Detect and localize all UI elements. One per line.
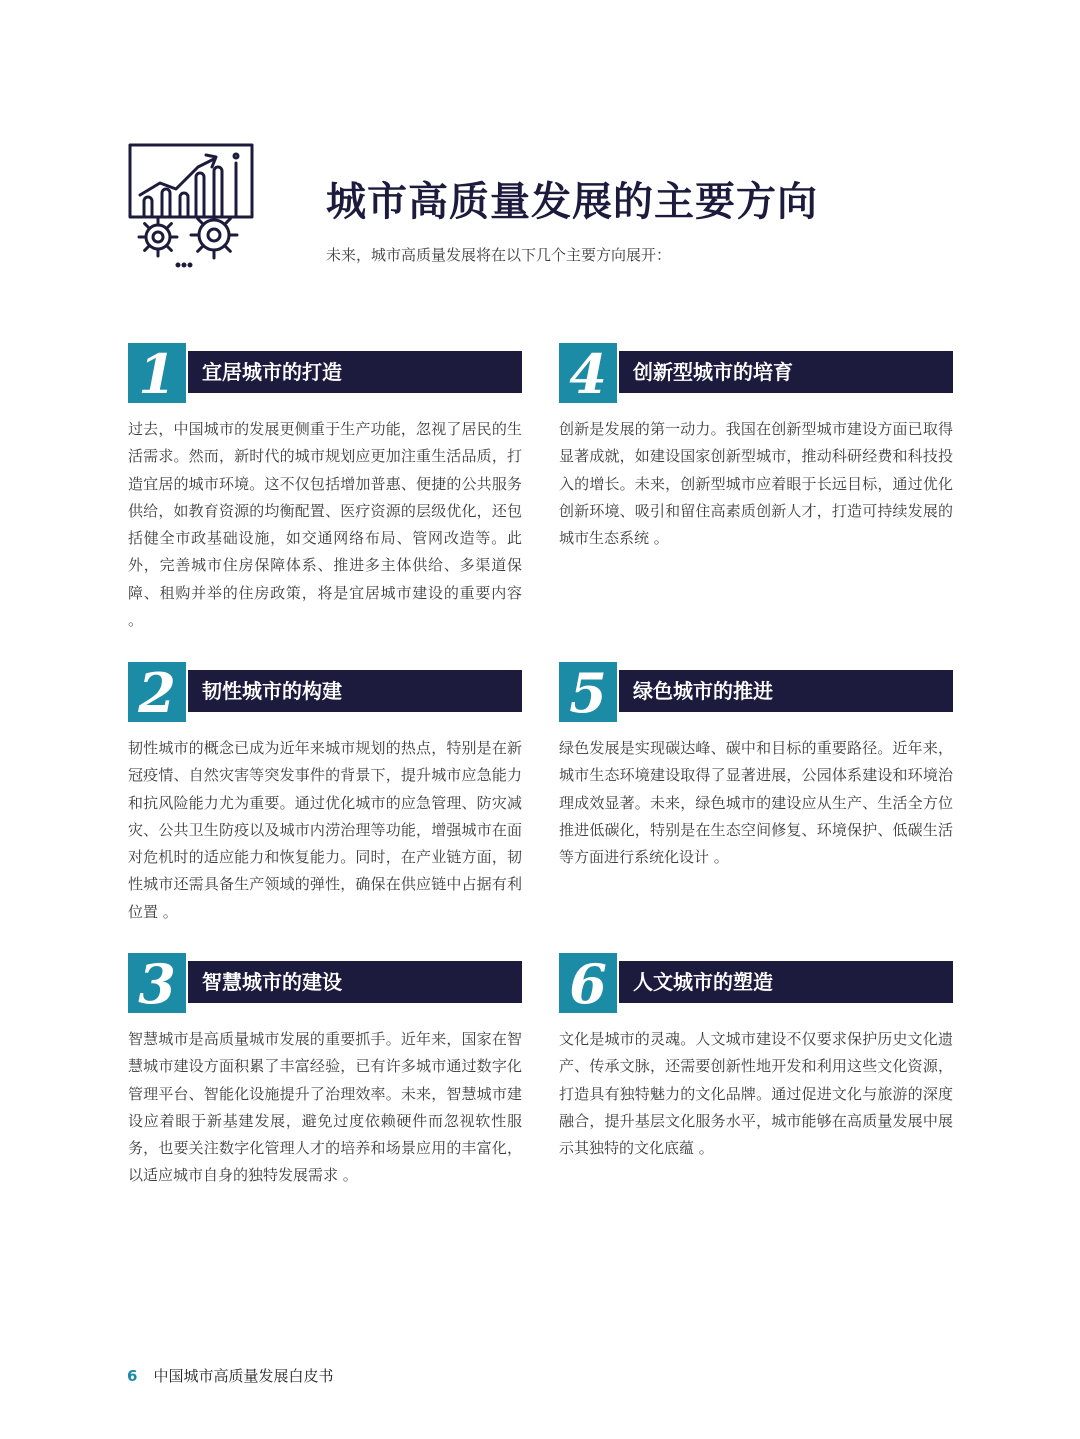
section-title: 智慧城市的建设 <box>202 970 342 994</box>
section-number: 4 <box>559 343 617 403</box>
section-body: 文化是城市的灵魂。人文城市建设不仅要求保护历史文化遗产、传承文脉，还需要创新性地开发和利用这些文化资源，打造具有独特魅力的文化品牌。通过促进文化与旅游的深度融合，提升基层文化服务水平，城市能够在高质量发展中展示其独特的文化底蕴 。 <box>559 1030 953 1158</box>
section-number: 2 <box>128 662 186 722</box>
section-body: 韧性城市的概念已成为近年来城市规划的热点，特别是在新冠疫情、自然灾害等突发事件的背景下，提升城市应急能力和抗风险能力尤为重要。通过优化城市的应急管理、防灾减灾、公共卫生防疫以及城市内涝治理等功能，增强城市在面对危机时的适应能力和恢复能力。同时，在产业链方面，韧性城市还需具备生产领域的弹性，确保在供应链中占据有利位置 。 <box>128 739 522 921</box>
section-body: 智慧城市是高质量城市发展的重要抓手。近年来，国家在智慧城市建设方面积累了丰富经验，已有许多城市通过数字化管理平台、智能化设施提升了治理效率。未来，智慧城市建设应着眼于新基建发展，避免过度依赖硬件而忽视软性服务，也要关注数字化管理人才的培养和场景应用的丰富化，以适应城市自身的独特发展需求 。 <box>128 1030 522 1185</box>
section-cultural-city <box>559 953 953 1162</box>
section-innovative-city <box>559 343 953 552</box>
section-header <box>559 952 953 1016</box>
section-number: 1 <box>128 343 186 403</box>
section-header <box>559 342 953 406</box>
section-title-bar <box>186 670 522 712</box>
page-number: 6 <box>127 1367 138 1385</box>
section-body: 创新是发展的第一动力。我国在创新型城市建设方面已取得显著成就，如建设国家创新型城市，推动科研经费和科技投入的增长。未来，创新型城市应着眼于长远目标，通过优化创新环境、吸引和留住高素质创新人才，打造可持续发展的城市生态系统 。 <box>559 420 953 548</box>
section-title: 宜居城市的打造 <box>202 360 342 384</box>
section-title: 人文城市的塑造 <box>633 970 773 994</box>
section-body: 过去，中国城市的发展更侧重于生产功能，忽视了居民的生活需求。然而，新时代的城市规划应更加注重生活品质，打造宜居的城市环境。这不仅包括增加普惠、便捷的公共服务供给，如教育资源的均衡配置、医疗资源的层级优化，还包括健全市政基础设施，如交通网络布局、管网改造等。此外，完善城市住房保障体系、推进多主体供给、多渠道保障、租购并举的住房政策，将是宜居城市建设的重要内容 。 <box>128 420 522 630</box>
section-number: 6 <box>559 953 617 1013</box>
section-smart-city <box>128 953 522 1190</box>
growth-chart-gears-icon <box>128 143 254 269</box>
page-subtitle: 未来，城市高质量发展将在以下几个主要方向展开： <box>326 246 672 264</box>
section-title: 韧性城市的构建 <box>202 679 342 703</box>
section-header <box>128 342 522 406</box>
section-title-bar <box>617 351 953 393</box>
section-body: 绿色发展是实现碳达峰、碳中和目标的重要路径。近年来，城市生态环境建设取得了显著进展，公园体系建设和环境治理成效显著。未来，绿色城市的建设应从生产、生活全方位推进低碳化，特别是在生态空间修复、环境保护、低碳生活等方面进行系统化设计 。 <box>559 739 953 867</box>
section-header <box>128 661 522 725</box>
section-number: 3 <box>128 953 186 1013</box>
section-title-bar <box>186 351 522 393</box>
page-footer <box>127 1365 333 1386</box>
section-header <box>559 661 953 725</box>
section-title-bar <box>617 961 953 1003</box>
section-title-bar <box>617 670 953 712</box>
section-title: 创新型城市的培育 <box>633 360 793 384</box>
section-header <box>128 952 522 1016</box>
section-resilient-city <box>128 662 522 926</box>
section-green-city <box>559 662 953 871</box>
section-title: 绿色城市的推进 <box>633 679 773 703</box>
section-livable-city <box>128 343 522 634</box>
section-number: 5 <box>559 662 617 722</box>
page-title: 城市高质量发展的主要方向 <box>326 179 818 225</box>
document-title: 中国城市高质量发展白皮书 <box>153 1367 334 1385</box>
section-title-bar <box>186 961 522 1003</box>
